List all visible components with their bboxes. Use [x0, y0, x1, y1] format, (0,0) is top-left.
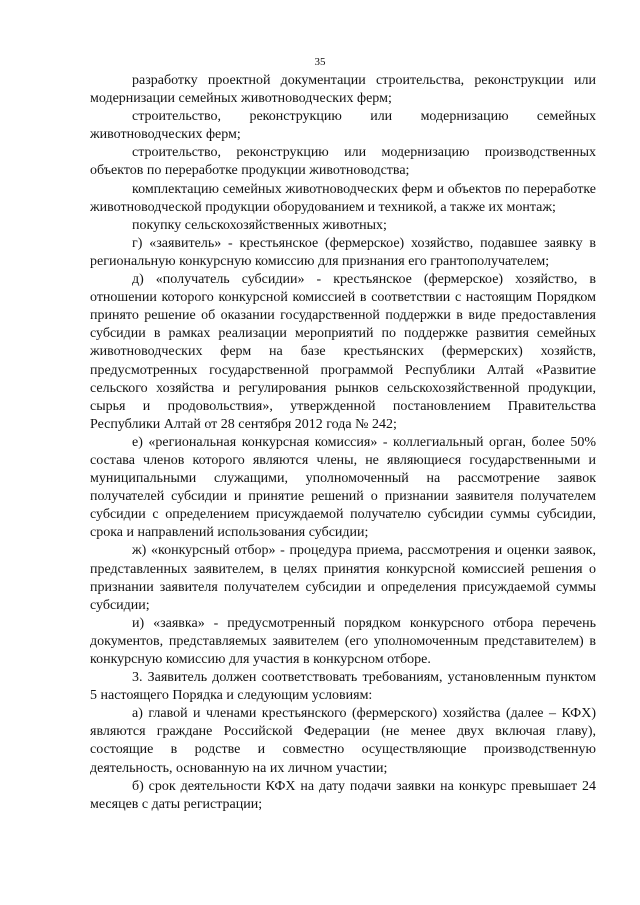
paragraph-clause-3: 3. Заявитель должен соответствовать требованиям, установленным пунктом 5 настоящего Порядка и следующим условиям: — [90, 670, 596, 704]
paragraph-farm-construction: строительство, реконструкцию или модернизацию семейных животноводческих ферм; — [90, 109, 596, 143]
paragraph-definition-regional-commission: е) «региональная конкурсная комиссия» - коллегиальный орган, более 50% состава членов которого являются члены, не являющиеся государственными и муниципальными служащими, уполномоченный на рассмотрение заявок получателей субсидии и принятие решений о признании заявителя получателем субсидии с определением присуждаемой получателю субсидии суммы субсидии, срока и направлений использования субсидии; — [90, 434, 596, 541]
paragraph-condition-b: б) срок деятельности КФХ на дату подачи заявки на конкурс превышает 24 месяцев с даты регистрации; — [90, 778, 596, 812]
paragraph-livestock-purchase: покупку сельскохозяйственных животных; — [132, 217, 387, 233]
paragraph-equipment: комплектацию семейных животноводческих ферм и объектов по переработке животноводческой продукции оборудованием и техникой, а также их монтаж; — [90, 181, 596, 215]
paragraph-condition-a: а) главой и членами крестьянского (фермерского) хозяйства (далее – КФХ) являются граждане Российской Федерации (не менее двух включая главу), состоящие в родстве и совместно осуществляющие производственную деятельность, основанную на их личном участии; — [90, 706, 596, 776]
paragraph-project-documentation: разработку проектной документации строительства, реконструкции или модернизации семейных животноводческих ферм; — [90, 73, 596, 107]
paragraph-definition-competitive-selection: ж) «конкурсный отбор» - процедура приема, рассмотрения и оценки заявок, представленных заявителем, в целях принятия конкурсной комиссией решения о признании заявителя получателем субсидии и определения присуждаемой суммы субсидии; — [90, 543, 596, 613]
page-number: 35 — [314, 56, 326, 68]
paragraph-definition-application: и) «заявка» - предусмотренный порядком конкурсного отбора перечень документов, представляемых заявителем (его уполномоченным представителем) в конкурсную комиссию для участия в конкурсном отборе. — [90, 615, 596, 667]
document-body — [90, 72, 596, 814]
paragraph-definition-applicant: г) «заявитель» - крестьянское (фермерское) хозяйство, подавшее заявку в региональную конкурсную комиссию для признания его грантополучателем; — [90, 235, 596, 269]
paragraph-definition-subsidy-recipient: д) «получатель субсидии» - крестьянское (фермерское) хозяйство, в отношении которого конкурсной комиссией в соответствии с настоящим Порядком принято решение об оказании государственной поддержки в виде предоставления субсидии в рамках реализации мероприятий по поддержке развития семейных животноводческих ферм на базе крестьянских (фермерских) хозяйств, предусмотренных государственной программой Республики Алтай «Развитие сельского хозяйства и регулирования рынков сельскохозяйственной продукции, сырья и продовольствия», утвержденной постановлением Правительства Республики Алтай от 28 сентября 2012 года № 242; — [90, 272, 596, 432]
paragraph-processing-facilities: строительство, реконструкцию или модернизацию производственных объектов по переработке продукции животноводства; — [90, 145, 596, 179]
